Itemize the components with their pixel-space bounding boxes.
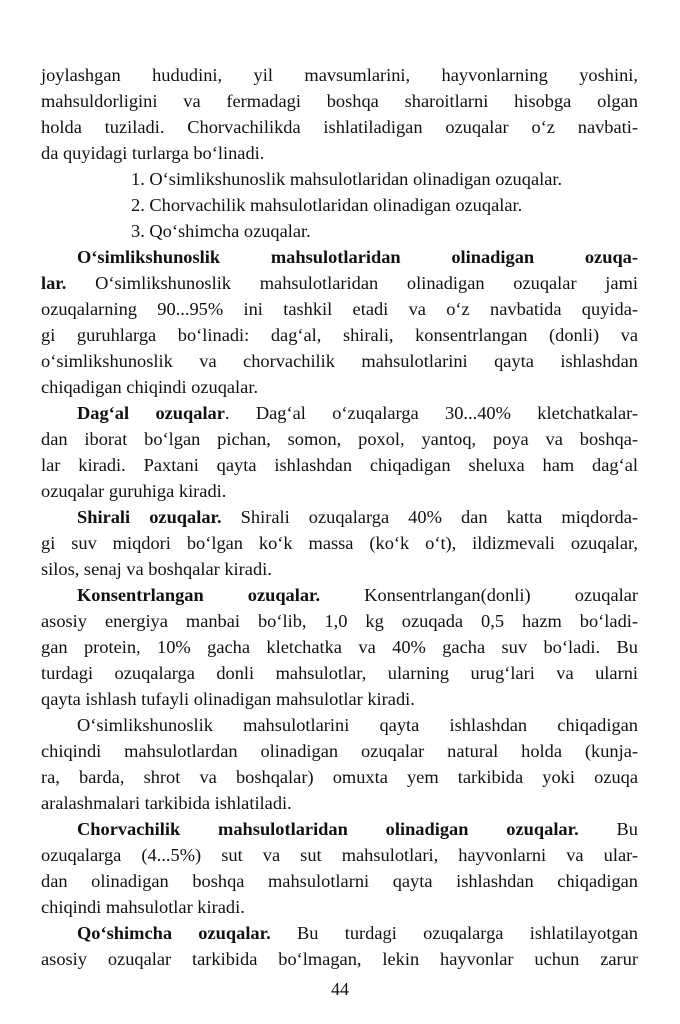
text-line: ra, barda, shrot va boshqalar) omuxta yem tarkibida yoki ozuqa	[41, 767, 638, 787]
text-line: qayta ishlash tufayli olinadigan mahsulotlar kiradi.	[41, 689, 415, 709]
text-line: dan olinadigan boshqa mahsulotlarni qayta ishlashdan chiqadigan	[41, 871, 638, 891]
text-line: chiqindi mahsulotlar kiradi.	[41, 897, 245, 917]
text-line: lar kiradi. Paxtani qayta ishlashdan chiqadigan sheluxa ham dag‘al	[41, 455, 638, 475]
text-line: gi suv miqdori bo‘lgan ko‘k massa (ko‘k o‘t), ildizmevali ozuqalar,	[41, 533, 638, 553]
list-item: 3. Qo‘shimcha ozuqalar.	[131, 221, 311, 241]
list-item: 2. Chorvachilik mahsulotlaridan olinadigan ozuqalar.	[131, 195, 523, 215]
text-line: asosiy ozuqalar tarkibida bo‘lmagan, lekin hayvonlar uchun zarur	[41, 949, 638, 969]
list-item: 1. O‘simlikshunoslik mahsulotlaridan olinadigan ozuqalar.	[131, 169, 563, 189]
text-line: holda tuziladi. Chorvachilikda ishlatiladigan ozuqalar o‘z navbati-	[41, 117, 638, 137]
text-line: asosiy energiya manbai bo‘lib, 1,0 kg ozuqada 0,5 hazm bo‘ladi-	[41, 611, 638, 631]
section-heading: Chorvachilik mahsulotlaridan olinadigan ozuqalar.	[77, 819, 579, 839]
section-heading: Shirali ozuqalar.	[77, 507, 222, 527]
text-line: silos, senaj va boshqalar kiradi.	[41, 559, 272, 579]
text-line	[41, 270, 638, 296]
text-line: gan protein, 10% gacha kletchatka va 40% gacha suv bo‘ladi. Bu	[41, 637, 638, 657]
text-line: da quyidagi turlarga bo‘linadi.	[41, 143, 265, 163]
text-line: mahsuldorligini va fermadagi boshqa sharoitlarni hisobga olgan	[41, 91, 638, 111]
text-line: turdagi ozuqalarga donli mahsulotlar, ularning urug‘lari va ularni	[41, 663, 638, 683]
text-line	[41, 816, 638, 842]
text-line: ozuqalar guruhiga kiradi.	[41, 481, 227, 501]
text-line: joylashgan hududini, yil mavsumlarini, hayvonlarning yoshini,	[41, 65, 638, 85]
page-number: 44	[331, 979, 349, 999]
text-run: Bu	[578, 819, 639, 839]
text-line: dan iborat bo‘lgan pichan, somon, poxol, yantoq, poya va boshqa-	[41, 429, 638, 449]
text-run: Bu turdagi ozuqalarga ishlatilayotgan	[270, 923, 638, 943]
text-line	[41, 504, 638, 530]
section-heading: Konsentrlangan ozuqalar.	[77, 585, 321, 605]
text-line: gi guruhlarga bo‘linadi: dag‘al, shirali, konsentrlangan (donli) va	[41, 325, 638, 345]
text-line: o‘simlikshunoslik va chorvachilik mahsulotlarini qayta ishlashdan	[41, 351, 638, 371]
text-line: ozuqalarga (4...5%) sut va sut mahsulotlari, hayvonlarni va ular-	[41, 845, 638, 865]
text-line: aralashmalari tarkibida ishlatiladi.	[41, 793, 292, 813]
section-heading: lar.	[41, 273, 67, 293]
text-line: chiqindi mahsulotlardan olinadigan ozuqalar natural holda (kunja-	[41, 741, 638, 761]
section-heading-line	[41, 244, 638, 270]
text-line	[41, 400, 638, 426]
text-line: O‘simlikshunoslik mahsulotlarini qayta ishlashdan chiqadigan	[77, 715, 638, 735]
text-run: . Dag‘al o‘zuqalarga 30...40% kletchatkalar-	[224, 403, 638, 423]
section-heading: Dag‘al ozuqalar	[77, 403, 225, 423]
text-line	[41, 582, 638, 608]
text-line: ozuqalarning 90...95% ini tashkil etadi va o‘z navbatida quyida-	[41, 299, 638, 319]
text-run: Shirali ozuqalarga 40% dan katta miqdorda-	[221, 507, 638, 527]
section-heading: Qo‘shimcha ozuqalar.	[77, 923, 271, 943]
text-line: chiqadigan chiqindi ozuqalar.	[41, 377, 259, 397]
text-run: O‘simlikshunoslik mahsulotlaridan olinadigan ozuqalar jami	[66, 273, 638, 293]
section-heading: O‘simlikshunoslik mahsulotlaridan olinadigan ozuqa-	[77, 247, 638, 267]
text-run: Konsentrlangan(donli) ozuqalar	[320, 585, 639, 605]
text-line	[41, 920, 638, 946]
